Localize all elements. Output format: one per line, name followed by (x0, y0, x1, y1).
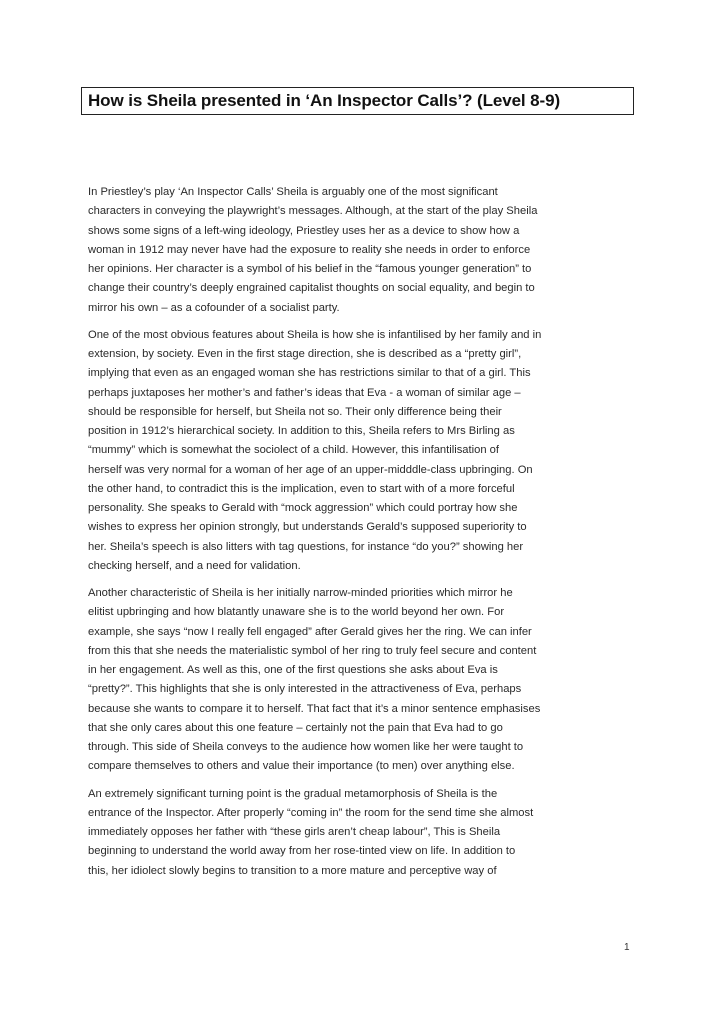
text-line: in her engagement. As well as this, one of the first questions she asks about Eva is (88, 664, 498, 676)
text-line: the other hand, to contradict this is the implication, even to start with of a more forceful (88, 482, 515, 495)
text-line: entrance of the Inspector. After properly “coming in” the room for the send time she almost (88, 806, 534, 819)
paragraph-2 (88, 326, 643, 576)
text-line: Another characteristic of Sheila is her initially narrow-minded priorities which mirror he (88, 587, 513, 599)
text-line: compare themselves to others and value their importance (to men) over anything else. (88, 760, 515, 773)
text-line: extension, by society. Even in the first stage direction, she is described as a “pretty girl”, (88, 348, 522, 360)
text-line: wishes to express her opinion strongly, but understands Gerald’s supposed superiority to (88, 521, 527, 534)
text-line: shows some signs of a left-wing ideology, Priestley uses her as a device to show how a (88, 224, 520, 237)
text-line: characters in conveying the playwright’s messages. Although, at the start of the play Sheila (88, 205, 538, 218)
text-line: “pretty?”. This highlights that she is only interested in the attractiveness of Eva, perhaps (88, 683, 522, 696)
text-line: example, she says “now I really fell engaged” after Gerald gives her the ring. We can infer (88, 625, 532, 638)
paragraph-3 (88, 584, 643, 777)
text-line: beginning to understand the world away from her rose-tinted view on life. In addition to (88, 845, 516, 858)
text-line: mirror his own – as a cofounder of a socialist party. (88, 301, 340, 314)
text-line: her opinions. Her character is a symbol of his belief in the “famous younger generation” to (88, 263, 532, 275)
text-line: One of the most obvious features about Sheila is how she is infantilised by her family and in (88, 328, 542, 341)
text-line: implying that even as an engaged woman she has restrictions similar to that of a girl. This (88, 367, 531, 380)
text-line: position in 1912’s hierarchical society. In addition to this, Sheila refers to Mrs Birling as (88, 425, 515, 437)
text-line: An extremely significant turning point is the gradual metamorphosis of Sheila is the (88, 787, 498, 800)
text-line: “mummy” which is somewhat the sociolect of a child. However, this infantilisation of (88, 444, 499, 457)
page-number: 1 (624, 942, 630, 953)
paragraph-1 (88, 183, 643, 318)
text-line: through. This side of Sheila conveys to the audience how women like her were taught to (88, 741, 524, 753)
paragraph-4 (88, 785, 643, 881)
text-line: because she wants to compare it to herself. That fact that it’s a minor sentence emphasises (88, 702, 541, 715)
text-line: change their country’s deeply engrained capitalist thoughts on social equality, and begin to (88, 282, 535, 295)
text-line: immediately opposes her father with “these girls aren’t cheap labour”, This is Sheila (88, 826, 501, 838)
title-box (81, 87, 634, 115)
text-line: woman in 1912 may never have had the exposure to reality she needs in order to enforce (88, 243, 531, 256)
text-line: In Priestley’s play ‘An Inspector Calls’ Sheila is arguably one of the most significant (88, 186, 498, 198)
text-line: elitist upbringing and how blatantly unaware she is to the world beyond her own. For (88, 606, 505, 619)
essay-body (88, 183, 643, 889)
text-line: her. Sheila’s speech is also litters with tag questions, for instance “do you?” showing her (88, 540, 524, 553)
text-line: this, her idiolect slowly begins to transition to a more mature and perceptive way of (88, 864, 497, 877)
text-line: personality. She speaks to Gerald with “mock aggression” which could portray how she (88, 502, 518, 514)
text-line: perhaps juxtaposes her mother’s and father’s ideas that Eva - a woman of similar age – (88, 386, 521, 399)
text-line: checking herself, and a need for validation. (88, 559, 301, 572)
document-title: How is Sheila presented in ‘An Inspector Calls’? (Level 8-9) (88, 91, 561, 110)
text-line: herself was very normal for a woman of her age of an upper-midddle-class upbringing. On (88, 463, 533, 476)
text-line: should be responsible for herself, but Sheila not so. Their only difference being their (88, 405, 502, 418)
text-line: from this that she needs the materialistic symbol of her ring to truly feel secure and content (88, 644, 537, 657)
text-line: that she only cares about this one feature – certainly not the pain that Eva had to go (88, 721, 503, 734)
